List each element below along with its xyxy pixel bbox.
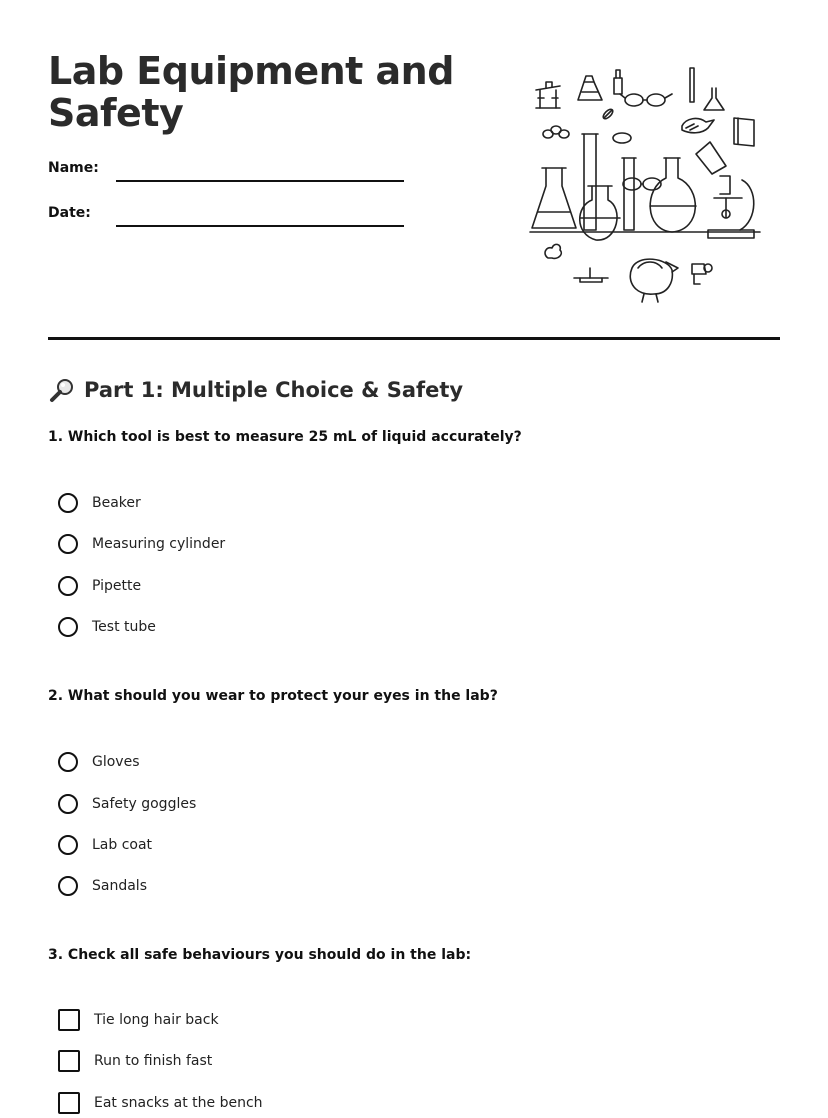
kiwi-bird-icon <box>630 259 678 302</box>
q3-option-eat-snacks[interactable] <box>58 1091 263 1115</box>
option-label: Eat snacks at the bench <box>94 1095 263 1111</box>
option-label: Run to finish fast <box>94 1053 213 1069</box>
name-label: Name: <box>48 160 99 176</box>
option-label: Safety goggles <box>92 796 197 812</box>
worksheet-title: Lab Equipment and Safety <box>48 49 454 135</box>
part1-title: Part 1: Multiple Choice & Safety <box>84 378 464 402</box>
question-3: 3. Check all safe behaviours you should do in the lab: <box>48 947 472 963</box>
option-label: Measuring cylinder <box>92 536 226 552</box>
name-field[interactable] <box>116 180 404 182</box>
radio-button[interactable] <box>58 794 78 814</box>
q3-option-tie-hair[interactable] <box>58 1008 219 1032</box>
radio-button[interactable] <box>58 752 78 772</box>
test-tube-icon <box>622 158 636 230</box>
radio-button[interactable] <box>58 534 78 554</box>
option-label: Tie long hair back <box>94 1012 219 1028</box>
question-2: 2. What should you wear to protect your eyes in the lab? <box>48 688 498 704</box>
radio-button[interactable] <box>58 493 78 513</box>
checkbox[interactable] <box>58 1050 80 1072</box>
header-divider <box>48 337 780 340</box>
q1-option-pipette[interactable] <box>58 574 141 598</box>
q1-option-test-tube[interactable] <box>58 615 156 639</box>
book-icon <box>734 118 754 146</box>
bottle-icon <box>578 76 602 100</box>
radio-button[interactable] <box>58 876 78 896</box>
q1-option-beaker[interactable] <box>58 491 141 515</box>
option-label: Pipette <box>92 578 142 594</box>
bird-icon <box>682 119 714 133</box>
conical-flask-icon <box>532 168 576 228</box>
dropper-stand-icon <box>692 264 712 284</box>
option-label: Lab coat <box>92 837 153 853</box>
question-1: 1. Which tool is best to measure 25 mL of liquid accurately? <box>48 429 522 445</box>
checkbox[interactable] <box>58 1092 80 1114</box>
cloud-icon <box>545 244 561 258</box>
pebbles-icon <box>543 126 569 138</box>
q2-option-safety-goggles[interactable] <box>58 792 196 816</box>
pill-icon <box>602 108 615 121</box>
lab-equipment-illustration <box>526 58 766 306</box>
date-field[interactable] <box>116 225 404 227</box>
dropper-icon <box>614 70 622 94</box>
radio-button[interactable] <box>58 617 78 637</box>
radio-button[interactable] <box>58 835 78 855</box>
microscope-icon <box>696 142 754 238</box>
option-label: Test tube <box>92 619 156 635</box>
thermometer-icon <box>690 68 694 102</box>
graduated-cylinder-icon <box>582 134 598 230</box>
q1-option-measuring-cylinder[interactable] <box>58 532 225 556</box>
balance-icon <box>536 82 560 108</box>
option-label: Gloves <box>92 754 140 770</box>
small-flask-icon <box>704 88 724 110</box>
part1-heading <box>48 374 463 406</box>
option-label: Sandals <box>92 878 147 894</box>
q2-option-sandals[interactable] <box>58 874 147 898</box>
q3-option-run[interactable] <box>58 1049 212 1073</box>
radio-button[interactable] <box>58 576 78 596</box>
magnifying-glass-icon <box>48 376 76 404</box>
q2-option-gloves[interactable] <box>58 750 140 774</box>
date-label: Date: <box>48 205 91 221</box>
option-label: Beaker <box>92 495 141 511</box>
goggles-icon <box>620 94 672 106</box>
q2-option-lab-coat[interactable] <box>58 833 152 857</box>
large-flask-icon <box>650 158 696 232</box>
checkbox[interactable] <box>58 1009 80 1031</box>
petri-dish-icon <box>574 268 608 282</box>
